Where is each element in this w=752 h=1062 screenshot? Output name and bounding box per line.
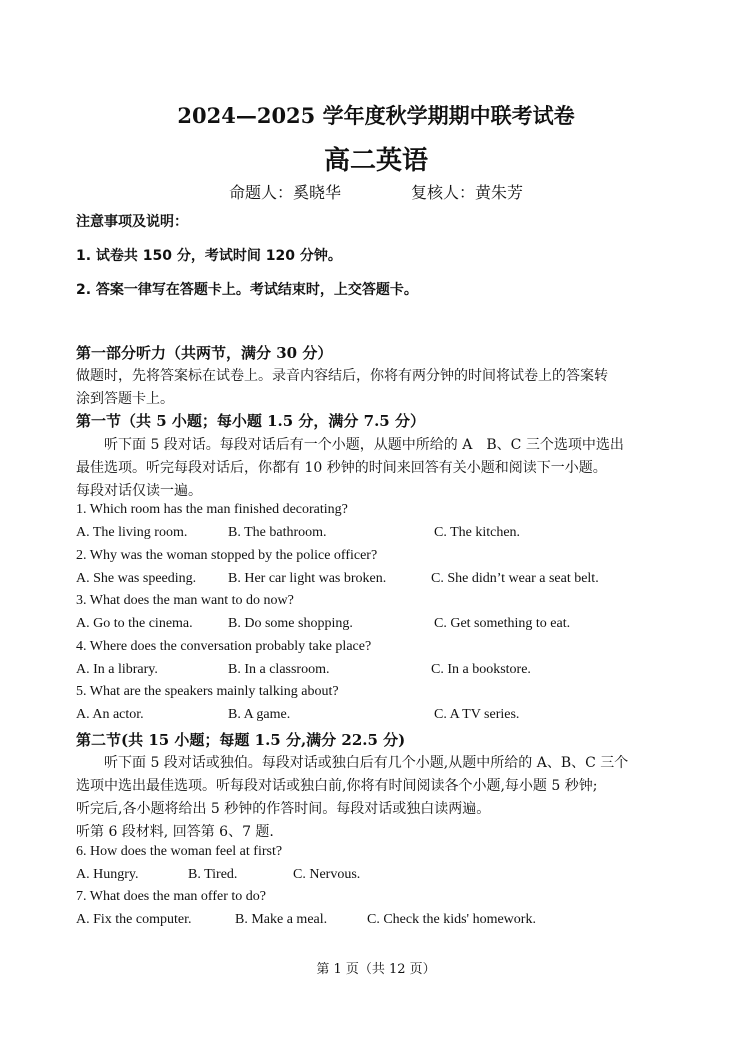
section1-heading: 第一节（共 5 小题；每小题 1.5 分，满分 7.5 分）	[76, 412, 425, 430]
question-2: 2. Why was the woman stopped by the police officer?	[76, 548, 378, 563]
reviewer-label: 复核人：黄朱芳	[411, 183, 524, 202]
authors-line	[0, 180, 752, 203]
q6-option-b: B. Tired.	[188, 867, 238, 882]
q3-option-c: C. Get something to eat.	[434, 616, 571, 631]
section2-instruction-line-3: 听完后,各小题将给出 5 秒钟的作答时间。每段对话或独白读两遍。	[76, 801, 491, 817]
q5-option-b: B. A game.	[228, 707, 291, 722]
q5-option-a: A. An actor.	[76, 707, 144, 722]
section1-instruction-line-1: 听下面 5 段对话。每段对话后有一个小题，从题中所给的 A B、C 三个选项中选出	[104, 437, 624, 453]
section2-instruction-line-1: 听下面 5 段对话或独伯。每段对话或独白后有几个小题,从题中所给的 A、B、C 三个	[104, 755, 629, 771]
notes-heading: 注意事项及说明：	[76, 214, 188, 230]
part1-intro-line-2: 涂到答题卡上。	[76, 391, 174, 407]
q6-option-c: C. Nervous.	[293, 867, 361, 882]
q1-option-b: B. The bathroom.	[228, 525, 327, 540]
exam-subject: 高二英语	[323, 146, 428, 176]
q6-option-a: A. Hungry.	[76, 867, 139, 882]
q1-option-a: A. The living room.	[76, 525, 188, 540]
q4-option-a: A. In a library.	[76, 662, 158, 677]
note-item-2: 2. 答案一律写在答题卡上。考试结束时，上交答题卡。	[76, 282, 418, 298]
q5-option-c: C. A TV series.	[434, 707, 520, 722]
q7-option-b: B. Make a meal.	[235, 912, 328, 927]
q7-option-c: C. Check the kids' homework.	[367, 912, 536, 927]
q3-option-a: A. Go to the cinema.	[76, 616, 193, 631]
page-number: 第 1 页（共 12 页）	[316, 962, 436, 977]
section1-instruction-line-3: 每段对话仅读一遍。	[76, 483, 202, 499]
section2-instruction-line-2: 选项中选出最佳选项。听每段对话或独白前,你将有时间阅读各个小题,每小题 5 秒钟;	[76, 778, 598, 794]
note-item-1: 1. 试卷共 150 分，考试时间 120 分钟。	[76, 248, 342, 264]
q4-option-b: B. In a classroom.	[228, 662, 330, 677]
q3-option-b: B. Do some shopping.	[228, 616, 353, 631]
section2-heading: 第二节(共 15 小题；每题 1.5 分,满分 22.5 分)	[76, 731, 406, 749]
q2-option-a: A. She was speeding.	[76, 571, 197, 586]
part1-heading: 第一部分听力（共两节，满分 30 分）	[76, 344, 333, 362]
question-7: 7. What does the man offer to do?	[76, 889, 266, 904]
question-4: 4. Where does the conversation probably take place?	[76, 639, 372, 654]
part1-intro-line-1: 做题时，先将答案标在试卷上。录音内容结后，你将有两分钟的时间将试卷上的答案转	[76, 368, 608, 384]
q2-option-c: C. She didn’t wear a seat belt.	[431, 571, 599, 586]
q1-option-c: C. The kitchen.	[434, 525, 521, 540]
question-3: 3. What does the man want to do now?	[76, 593, 294, 608]
q2-option-b: B. Her car light was broken.	[228, 571, 387, 586]
question-6: 6. How does the woman feel at first?	[76, 844, 283, 859]
author-label: 命题人：奚晓华	[228, 183, 341, 202]
material-note: 听第 6 段材料, 回答第 6、7 题.	[76, 824, 274, 840]
question-1: 1. Which room has the man finished decorating?	[76, 502, 348, 517]
q4-option-c: C. In a bookstore.	[431, 662, 531, 677]
q7-option-a: A. Fix the computer.	[76, 912, 192, 927]
question-5: 5. What are the speakers mainly talking about?	[76, 684, 339, 699]
exam-title: 2024—2025 学年度秋学期期中联考试卷	[177, 103, 575, 128]
section1-instruction-line-2: 最佳选项。听完每段对话后，你都有 10 秒钟的时间来回答有关小题和阅读下一小题。	[76, 460, 607, 476]
